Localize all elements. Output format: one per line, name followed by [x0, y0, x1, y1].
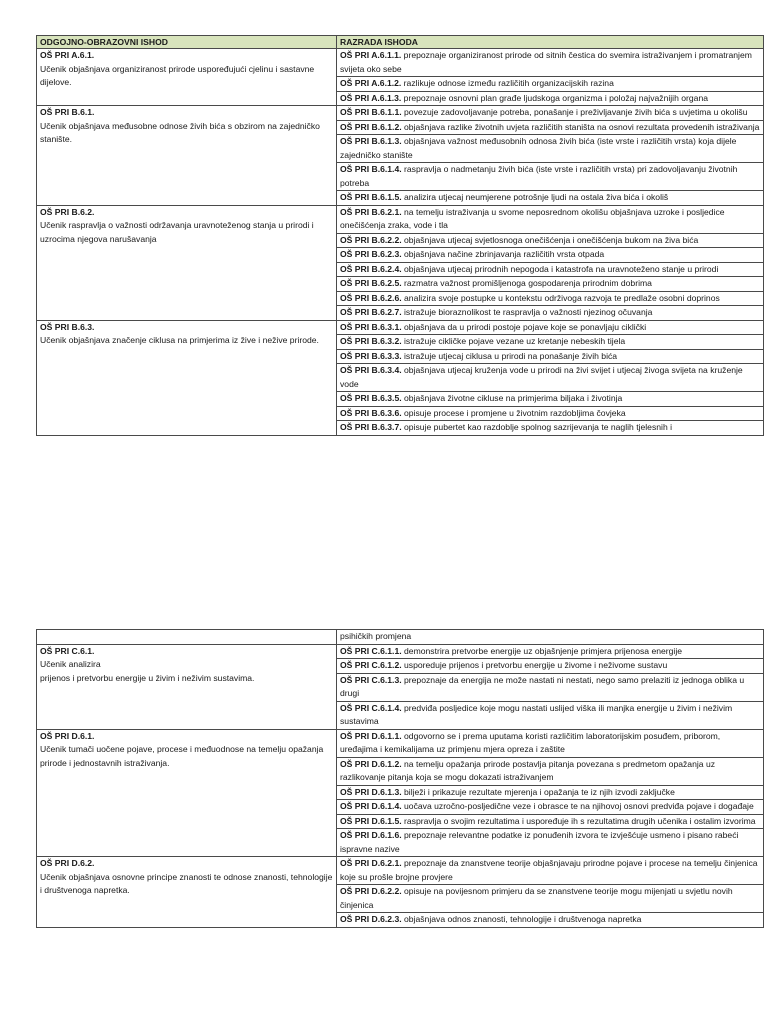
outcome-code: OŠ PRI B.6.3.	[40, 321, 95, 332]
outcome-cell	[37, 320, 337, 435]
continuation-text: psihičkih promjena	[337, 630, 764, 645]
elaboration-code: OŠ PRI B.6.3.3.	[340, 350, 402, 361]
header-elaboration: RAZRADA ISHODA	[337, 36, 764, 49]
elaboration-text: demonstrira pretvorbe energije uz objašnjenje primjera prijenosa energije	[401, 645, 683, 656]
outcome-description: Učenik tumači uočene pojave, procese i međuodnose na temelju opažanja prirode i jednostavnih istraživanja.	[40, 744, 324, 768]
elaboration-cell	[337, 349, 764, 364]
elaboration-code: OŠ PRI D.6.1.1.	[340, 730, 402, 741]
elaboration-code: OŠ PRI B.6.1.5.	[340, 192, 402, 202]
header-outcome: ODGOJNO-OBRAZOVNI ISHOD	[37, 36, 337, 49]
elaboration-text: analizira svoje postupke u kontekstu održivoga razvoja te predlaže osobni doprinos	[401, 292, 720, 303]
elaboration-cell	[337, 49, 764, 77]
elaboration-cell	[337, 205, 764, 233]
elaboration-text: objašnjava odnos znanosti, tehnologije i društvenoga napretka	[401, 914, 642, 924]
elaboration-code: OŠ PRI A.6.1.2.	[340, 78, 402, 88]
elaboration-code: OŠ PRI C.6.1.2.	[340, 660, 402, 670]
elaboration-text: na temelju opažanja prirode postavlja pitanja povezana s predmetom opažanja uz razlikovanje pitanja koja se mogu dokazati istraživanjem	[340, 758, 716, 782]
elaboration-cell	[337, 785, 764, 800]
elaboration-text: usporeduje prijenos i pretvorbu energije u živome i neživome sustavu	[401, 660, 668, 670]
elaboration-cell	[337, 913, 764, 928]
elaboration-code: OŠ PRI B.6.1.2.	[340, 121, 402, 132]
outcome-description: prijenos i pretvorbu energije u živim i neživim sustavima.	[40, 672, 255, 683]
elaboration-code: OŠ PRI B.6.3.6.	[340, 407, 402, 418]
elaboration-code: OŠ PRI D.6.1.2.	[340, 758, 402, 769]
elaboration-code: OŠ PRI B.6.3.7.	[340, 422, 402, 432]
elaboration-text: na temelju istraživanja u svome neposrednom okolišu objašnjava uzroke i posljedice onečišćenja zraka, vode i tla	[340, 206, 725, 230]
elaboration-code: OŠ PRI C.6.1.4.	[340, 702, 402, 713]
elaboration-cell	[337, 729, 764, 757]
elaboration-text: istražuje cikličke pojave vezane uz kretanje nebeskih tijela	[401, 336, 626, 346]
elaboration-code: OŠ PRI B.6.2.2.	[340, 234, 402, 245]
elaboration-cell	[337, 757, 764, 785]
elaboration-text: raspravlja o nadmetanju živih bića (iste vrste i različitih vrsta) pri zadovoljavanju životnih potreba	[340, 164, 738, 188]
elaboration-code: OŠ PRI D.6.1.4.	[340, 801, 402, 811]
elaboration-cell	[337, 106, 764, 121]
elaboration-text: uočava uzročno-posljedične veze i obrasce te na njihovoj osnovi predviđa pojave i događaje	[401, 801, 754, 811]
elaboration-text: istražuje bioraznolikost te raspravlja o važnosti njezinog očuvanja	[401, 307, 653, 317]
elaboration-code: OŠ PRI B.6.3.2.	[340, 336, 402, 346]
elaboration-code: OŠ PRI B.6.3.5.	[340, 393, 402, 403]
elaboration-cell	[337, 644, 764, 659]
elaboration-cell	[337, 248, 764, 263]
elaboration-text: objašnjava važnost međusobnih odnosa živih bića (iste vrste i različitih vrsta) koja dijele zajedničko stanište	[340, 136, 737, 160]
elaboration-text: objašnjava načine zbrinjavanja različitih vrsta otpada	[401, 249, 605, 259]
table-row	[37, 320, 764, 335]
outcome-code: OŠ PRI D.6.1.	[40, 730, 95, 741]
elaboration-text: objašnjava da u prirodi postoje pojave koje se ponavljaju ciklički	[401, 321, 647, 332]
elaboration-cell	[337, 320, 764, 335]
table-header-row	[37, 36, 764, 49]
elaboration-cell	[337, 91, 764, 106]
elaboration-cell	[337, 77, 764, 92]
elaboration-cell	[337, 800, 764, 815]
empty-outcome-cell	[37, 630, 337, 645]
outcome-description: Učenik objašnjava osnovne principe znanosti te odnose znanosti, tehnologije i društvenoga napretka.	[40, 871, 333, 895]
elaboration-code: OŠ PRI D.6.1.3.	[340, 786, 402, 797]
elaboration-cell	[337, 163, 764, 191]
elaboration-cell	[337, 191, 764, 206]
elaboration-text: opisuje na povijesnom primjeru da se znanstvene teorije mogu mijenjati u svjetlu novih činjenica	[340, 886, 733, 910]
elaboration-code: OŠ PRI B.6.1.1.	[340, 107, 402, 117]
elaboration-text: razlikuje odnose između različitih organizacijskih razina	[401, 78, 614, 88]
outcome-code: OŠ PRI A.6.1.	[40, 50, 95, 60]
outcome-description: Učenik analizira	[40, 659, 101, 669]
outcome-code: OŠ PRI C.6.1.	[40, 645, 95, 656]
elaboration-cell	[337, 659, 764, 674]
elaboration-code: OŠ PRI B.6.2.7.	[340, 307, 402, 317]
elaboration-cell	[337, 291, 764, 306]
elaboration-code: OŠ PRI D.6.2.3.	[340, 914, 402, 924]
elaboration-cell	[337, 701, 764, 729]
elaboration-code: OŠ PRI B.6.3.1.	[340, 321, 402, 332]
elaboration-text: prepoznaje relevantne podatke iz ponuđenih izvora te izvješćuje usmeno i pisano rabeći ispravne nazive	[340, 830, 739, 854]
elaboration-code: OŠ PRI A.6.1.1.	[340, 50, 402, 60]
table-row	[37, 857, 764, 885]
elaboration-cell	[337, 829, 764, 857]
elaboration-cell	[337, 120, 764, 135]
elaboration-text: objašnjava utjecaj prirodnih nepogoda i katastrofa na uravnoteženo stanje u prirodi	[401, 263, 719, 274]
elaboration-code: OŠ PRI D.6.1.6.	[340, 830, 402, 840]
elaboration-text: predviđa posljedice koje mogu nastati uslijed viška ili manjka energije u živim i neživim sustavima	[340, 702, 733, 726]
elaboration-text: opisuje pubertet kao razdoblje spolnog sazrijevanja te naglih tjelesnih i	[401, 422, 673, 432]
table-row	[37, 205, 764, 233]
elaboration-code: OŠ PRI B.6.2.4.	[340, 263, 402, 274]
outcome-cell	[37, 205, 337, 320]
continuation-row	[37, 630, 764, 645]
elaboration-code: OŠ PRI B.6.2.1.	[340, 206, 402, 217]
elaboration-cell	[337, 364, 764, 392]
elaboration-text: prepoznaje da energija ne može nastati ni nestati, nego samo prelaziti iz jednoga oblika u drugi	[340, 674, 745, 698]
elaboration-code: OŠ PRI C.6.1.1.	[340, 645, 402, 656]
table-row	[37, 49, 764, 77]
elaboration-cell	[337, 306, 764, 321]
outcome-description: Učenik objašnjava međusobne odnose živih bića s obzirom na zajedničko stanište.	[40, 120, 320, 144]
elaboration-cell	[337, 814, 764, 829]
elaboration-text: povezuje zadovoljavanje potreba, ponašanje i preživljavanje živih bića s uvjetima u okolišu	[401, 107, 748, 117]
elaboration-cell	[337, 885, 764, 913]
elaboration-cell	[337, 406, 764, 421]
outcome-description: Učenik objašnjava organiziranost prirode uspoređujući cjelinu i sastavne dijelove.	[40, 63, 315, 87]
elaboration-text: objašnjava razlike životnih uvjeta različitih staništa na osnovi rezultata provedenih istraživanja	[401, 121, 760, 132]
elaboration-code: OŠ PRI B.6.1.3.	[340, 136, 402, 146]
elaboration-cell	[337, 392, 764, 407]
elaboration-code: OŠ PRI C.6.1.3.	[340, 674, 402, 685]
outcome-code: OŠ PRI B.6.2.	[40, 206, 95, 217]
elaboration-text: razmatra važnost promišljenoga gospodarenja prirodnim dobrima	[401, 278, 652, 288]
elaboration-text: objašnjava utjecaj svjetlosnoga onečišćenja i onečišćenja bukom na živa bića	[401, 234, 699, 245]
elaboration-text: raspravlja o svojim rezultatima i uspoređuje ih s rezultatima drugih učenika i ostalim izvorima	[401, 815, 756, 826]
elaboration-cell	[337, 335, 764, 350]
elaboration-text: prepoznaje osnovni plan građe ljudskoga organizma i položaj najvažnijih organa	[401, 92, 709, 103]
elaboration-code: OŠ PRI B.6.2.5.	[340, 278, 402, 288]
elaboration-text: opisuje procese i promjene u životnim razdobljima čovjeka	[401, 407, 626, 418]
elaboration-code: OŠ PRI B.6.2.6.	[340, 292, 402, 303]
elaboration-text: istražuje utjecaj ciklusa u prirodi na ponašanje živih bića	[401, 350, 618, 361]
elaboration-cell	[337, 277, 764, 292]
elaboration-code: OŠ PRI D.6.2.1.	[340, 858, 402, 868]
elaboration-code: OŠ PRI A.6.1.3.	[340, 92, 402, 103]
elaboration-text: objašnjava životne cikluse na primjerima biljaka i životinja	[401, 393, 623, 403]
outcome-description: Učenik raspravlja o važnosti održavanja uravnoteženog stanja u prirodi i uzrocima njegova narušavanja	[40, 220, 314, 244]
outcome-cell	[37, 729, 337, 857]
outcome-cell	[37, 644, 337, 729]
outcomes-table-2	[36, 629, 764, 928]
elaboration-text: objašnjava utjecaj kruženja vode u prirodi na živi svijet i utjecaj živoga svijeta na kruženje vode	[340, 365, 743, 389]
elaboration-code: OŠ PRI D.6.1.5.	[340, 815, 402, 826]
elaboration-text: analizira utjecaj neumjerene potrošnje ljudi na ostala živa bića i okoliš	[401, 192, 669, 202]
outcome-cell	[37, 106, 337, 206]
table-row	[37, 106, 764, 121]
elaboration-code: OŠ PRI D.6.2.2.	[340, 886, 402, 896]
elaboration-code: OŠ PRI B.6.3.4.	[340, 365, 402, 375]
elaboration-code: OŠ PRI B.6.1.4.	[340, 164, 402, 174]
elaboration-cell	[337, 673, 764, 701]
outcome-code: OŠ PRI D.6.2.	[40, 858, 95, 868]
elaboration-text: odgovorno se i prema uputama koristi različitim laboratorijskim posuđem, priborom, uređajima i kemikalijama uz primjenu mjera opreza i zaštite	[340, 730, 721, 754]
table-row	[37, 729, 764, 757]
elaboration-text: prepoznaje da znanstvene teorije objašnjavaju prirodne pojave i procese na temelju činjenica koje su prošle brojne provjere	[340, 858, 758, 882]
outcome-cell	[37, 857, 337, 928]
elaboration-cell	[337, 262, 764, 277]
outcome-code: OŠ PRI B.6.1.	[40, 107, 95, 117]
elaboration-code: OŠ PRI B.6.2.3.	[340, 249, 402, 259]
elaboration-cell	[337, 421, 764, 436]
elaboration-text: bilježi i prikazuje rezultate mjerenja i opažanja te iz njih izvodi zaključke	[401, 786, 675, 797]
elaboration-text: prepoznaje organiziranost prirode od sitnih čestica do svemira istraživanjem i promatranjem svijeta oko sebe	[340, 50, 752, 74]
elaboration-cell	[337, 233, 764, 248]
elaboration-cell	[337, 135, 764, 163]
outcomes-table-1	[36, 35, 764, 436]
table-row	[37, 644, 764, 659]
outcome-description: Učenik objašnjava značenje ciklusa na primjerima iz žive i nežive prirode.	[40, 335, 319, 345]
outcome-cell	[37, 49, 337, 106]
elaboration-cell	[337, 857, 764, 885]
